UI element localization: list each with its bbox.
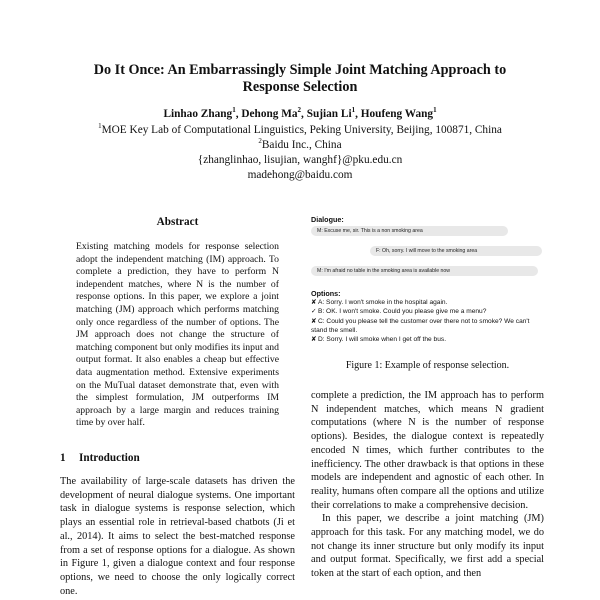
paper-title [0, 62, 600, 95]
section-number: 1 [60, 452, 66, 464]
affiliation-text: Baidu Inc., China [261, 139, 342, 151]
author-sup: 1 [232, 106, 236, 115]
author-list: Linhao Zhang$^1$, Dehong Ma$^2$, Sujian Li$^1$, Houfeng Wang$^1$ [163, 106, 437, 120]
section-heading-introduction [60, 452, 140, 464]
check-icon: ✓ [311, 308, 317, 316]
right-column-body [311, 389, 544, 581]
option-item [311, 335, 536, 344]
option-text: C: Could you please tell the customer over there not to smoke? We can't stand the smell. [311, 317, 530, 334]
figure-dialogue-label: Dialogue: [311, 215, 344, 224]
author-sup: 1 [351, 106, 356, 115]
abstract-heading: Abstract [156, 216, 199, 228]
affiliation-sup: 1 [98, 122, 102, 131]
dialogue-turn-bubble: F: Oh, sorry. I will move to the smoking area [370, 246, 542, 256]
option-text: D: Sorry. I will smoke when I get off the bus. [318, 336, 447, 344]
author-sup: 1 [433, 106, 437, 115]
body-paragraph: In this paper, we describe a joint matching (JM) approach for this task. For any matching model, we do not change its inner structure but only modify its input and output format. Specifically, we first add a special token at the start of each option, and then [311, 513, 544, 580]
affiliation-sup: 2 [258, 137, 262, 146]
author-name: Sujian Li [306, 108, 352, 120]
author-email-2: madehong@baidu.com [247, 169, 353, 181]
dialogue-turn-bubble: M: I'm afraid no table in the smoking area is available now [311, 266, 538, 276]
title-line-2: Response Selection [242, 78, 358, 95]
option-item [311, 317, 536, 336]
option-item [311, 307, 536, 316]
abstract-text: Existing matching models for response selection adopt the independent matching (IM) approach. To complete a prediction, they have to perform N independent matches, where N is the number of response options. In this paper, we explore a joint matching (JM) approach which performs matching only once regardless of the number of options. The JM approach does not change the structure of matching component but only modifies its input and output format. It also enables a cheap but effective data augmentation method. Extensive experiments on the MuTual dataset demonstrate that, even with the simplest formulation, JM outperforms IM approach by a large margin and reduces training time by over half. [76, 241, 279, 429]
author-emails: {zhanglinhao, lisujian, wanghf}@pku.edu.cn [197, 154, 403, 166]
figure-options-label: Options: [311, 289, 341, 298]
affiliation-text: MOE Key Lab of Computational Linguistics, Peking University, Beijing, 100871, China [101, 124, 502, 136]
author-sup: 2 [297, 106, 302, 115]
option-item [311, 298, 536, 307]
figure-options-list [311, 298, 536, 344]
cross-icon: ✘ [311, 317, 317, 325]
cross-icon: ✘ [311, 299, 317, 306]
affiliation-2 [0, 138, 600, 153]
cross-icon: ✘ [311, 336, 317, 344]
option-text: A: Sorry. I won't smoke in the hospital again. [318, 299, 448, 306]
figure-caption: Figure 1: Example of response selection. [345, 360, 510, 371]
section-title: Introduction [79, 452, 140, 464]
author-name: Linhao Zhang [163, 108, 233, 120]
title-line-1: Do It Once: An Embarrassingly Simple Joint Matching Approach to [93, 62, 507, 78]
option-text: B: OK. I won't smoke. Could you please give me a menu? [318, 308, 487, 316]
author-name: Houfeng Wang [360, 108, 434, 120]
author-name: Dehong Ma [241, 108, 298, 120]
affiliation-1 [0, 123, 600, 138]
introduction-paragraph: The availability of large-scale datasets has driven the development of neural dialogue systems. One important task in dialogue systems is response selection, which plays an essential role in retrieval-based chatbots (Ji et al., 2014). It aims to select the best-matched response from a set of response options for a dialogue. As shown in Figure 1, given a dialogue context and four response options, we need to choose the only logically correct one. [60, 476, 295, 597]
dialogue-turn-bubble: M: Excuse me, sir. This is a non smoking area [311, 226, 508, 236]
body-paragraph: complete a prediction, the IM approach has to perform N independent matches, which means N gradient computations (where N is the number of response options). Besides, the dialogue context is repeatedly encoded N times, which further contributes to the inefficiency. The other drawback is that options in these models are independent and agnostic of each other. In reality, humans often compare all the options and utilize their correlations to make a comprehensive decision. [311, 390, 544, 511]
